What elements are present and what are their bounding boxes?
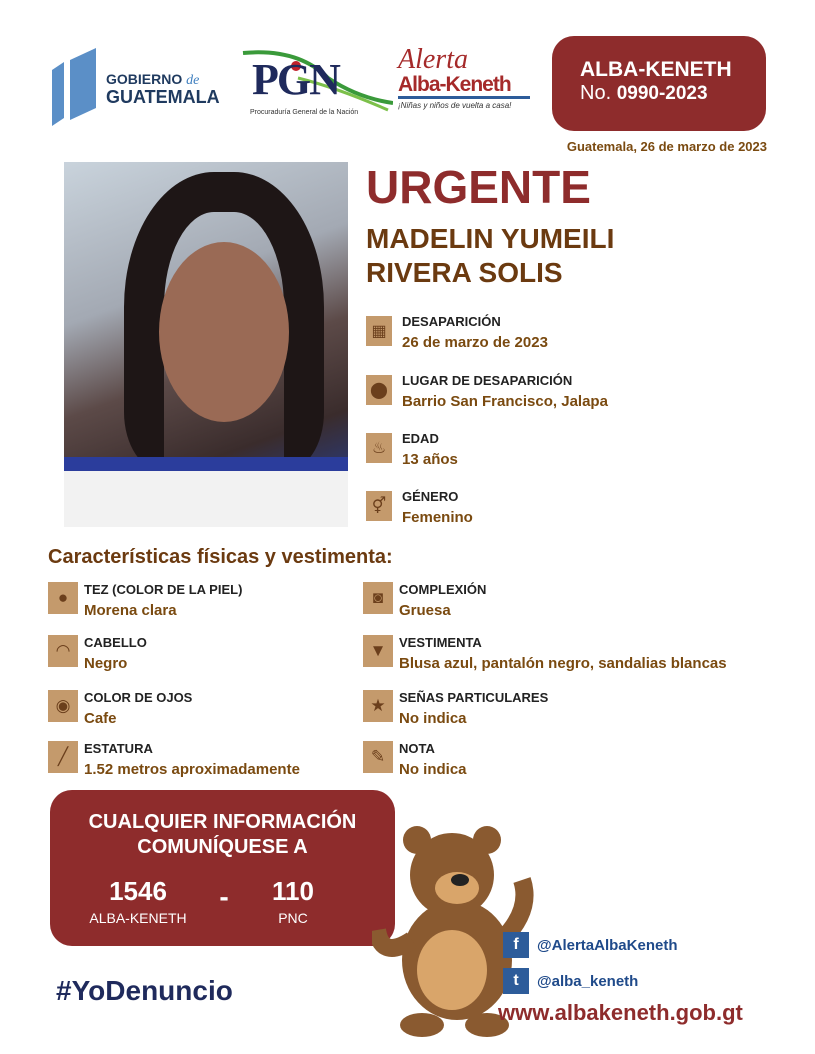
scale-icon: ◙ (363, 582, 393, 614)
publication-date: Guatemala, 26 de marzo de 2023 (566, 139, 767, 154)
facebook-icon: f (503, 932, 529, 958)
gobierno-logo: GOBIERNO de GUATEMALA (106, 71, 220, 107)
char-skin: ● TEZ (COLOR DE LA PIEL) Morena clara (48, 582, 378, 630)
char-height: ╱ ESTATURA 1.52 metros aproximadamente (48, 741, 378, 789)
gobierno-logo-icon (52, 48, 98, 126)
char-note: ✎ NOTA No indica (363, 741, 693, 789)
missing-person-photo (64, 162, 348, 527)
ruler-icon: ╱ (48, 741, 78, 773)
char-build: ◙ COMPLEXIÓN Gruesa (363, 582, 693, 630)
eye-icon: ◉ (48, 690, 78, 722)
char-eyes: ◉ COLOR DE OJOS Cafe (48, 690, 378, 738)
alerta-alba-keneth-logo: Alerta Alba-Keneth ¡Niñas y niños de vuelta a casa! (398, 46, 530, 110)
hashtag: #YoDenuncio (56, 975, 233, 1006)
star-icon: ★ (363, 690, 393, 722)
urgent-heading: URGENTE (366, 161, 591, 213)
pgn-logo: PGN Procuraduría General de la Nación (238, 48, 393, 118)
char-hair: ◠ CABELLO Negro (48, 635, 378, 683)
shirt-icon: ▼ (363, 635, 393, 667)
twitter-link[interactable]: t @alba_keneth (503, 968, 638, 994)
head-icon: ● (48, 582, 78, 614)
case-number-badge: ALBA-KENETH No. 0990-2023 (552, 36, 766, 131)
person-name: MADELIN YUMEILI RIVERA SOLIS (366, 223, 615, 289)
characteristics-title: Características físicas y vestimenta: (48, 546, 393, 568)
cake-icon: ♨ (366, 433, 392, 463)
char-marks: ★ SEÑAS PARTICULARES No indica (363, 690, 693, 738)
facebook-link[interactable]: f @AlertaAlbaKeneth (503, 932, 678, 958)
gender-icon: ⚥ (366, 491, 392, 521)
note-icon: ✎ (363, 741, 393, 773)
hair-icon: ◠ (48, 635, 78, 667)
calendar-icon: ▦ (366, 316, 392, 346)
website-link[interactable]: www.albakeneth.gob.gt (498, 1000, 743, 1025)
char-clothing: ▼ VESTIMENTA Blusa azul, pantalón negro, sandalias blancas (363, 635, 793, 683)
location-pin-icon: ⬤ (366, 375, 392, 405)
phone-alba-keneth[interactable]: 1546 (109, 876, 167, 906)
twitter-icon: t (503, 968, 529, 994)
contact-box: CUALQUIER INFORMACIÓN COMUNÍQUESE A 1546 ALBA-KENETH - 110 PNC (50, 790, 395, 946)
phone-pnc[interactable]: 110 (272, 876, 314, 906)
